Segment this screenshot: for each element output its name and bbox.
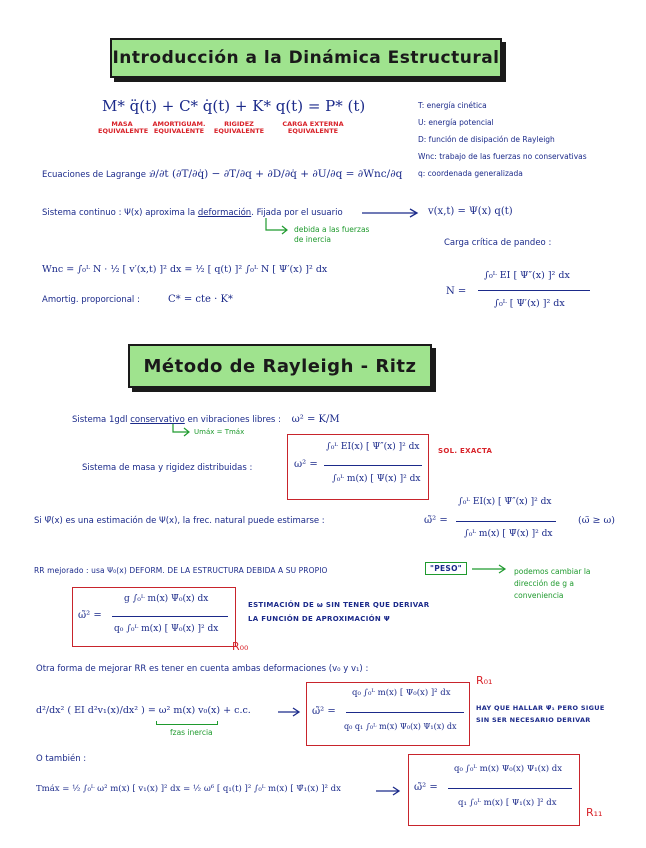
r01-note: HAY QUE HALLAR Ψ̃₁ PERO SIGUE SIN SER NECESARIO DERIVAR (476, 704, 605, 724)
buckling-denominator: ∫₀ᴸ [ Ψ′(x) ]² dx (494, 298, 565, 309)
r11-lhs: ω̃² = (414, 782, 438, 793)
r00-note: ESTIMACIÓN DE ω SIN TENER QUE DERIVAR LA FUNCIÓN DE APROXIMACIÓN Ψ (248, 601, 430, 623)
beam-differential-equation: d²/dx² ( EI d²v₁(x)/dx² ) = ω² m(x) v₀(x) + c.c. (36, 705, 251, 716)
continuous-system-text: Sistema continuo : Ψ(x) aproxima la deformación. Fijada por el usuario (42, 208, 343, 218)
estimate-inequality: (ω̃ ≥ ω) (578, 515, 615, 526)
tmax-equation: Tmáx = ½ ∫₀ᴸ ω² m(x) [ v₁(x) ]² dx = ½ ω⁶ [ q₁(t) ]² ∫₀ᴸ m(x) [ Ψ̃₁(x) ]² dx (36, 784, 341, 794)
r00-numerator: g ∫₀ᴸ m(x) Ψ̃₀(x) dx (124, 594, 209, 604)
energy-legend (418, 97, 587, 182)
r11-fraction-bar (448, 788, 572, 789)
intro-title: Introducción a la Dinámica Estructural (112, 48, 500, 68)
r01-lhs: ω̃² = (312, 706, 336, 717)
r00-lhs: ω̃² = (78, 610, 102, 621)
buckling-lhs: N = (446, 286, 467, 297)
inertia-arrow (262, 218, 292, 236)
r11-tag: R₁₁ (586, 806, 603, 819)
also-label: O también : (36, 754, 87, 764)
omega-lhs: ω² = (294, 459, 318, 470)
legend-item: T: energía cinética (418, 101, 487, 110)
intro-title-banner (110, 38, 502, 78)
inertia-note: debida a las fuerzas de inercia (294, 225, 370, 244)
displacement-field: v(x,t) = Ψ(x) q(t) (428, 206, 513, 217)
label-load: CARGA EXTERNA EQUIVALENTE (282, 120, 344, 136)
r11-denominator: q₁ ∫₀ᴸ m(x) [ Ψ₁(x) ]² dx (458, 798, 557, 808)
lagrange-label: Ecuaciones de Lagrange : (42, 170, 152, 180)
r01-numerator: q₀ ∫₀ᴸ m(x) [ Ψ₀(x) ]² dx (352, 688, 451, 698)
legend-item: q: coordenada generalizada (418, 169, 523, 178)
r00-denominator: q₀ ∫₀ᴸ m(x) [ Ψ₀(x) ]² dx (114, 624, 219, 634)
estimate-label: Si Ψ̃(x) es una estimación de Ψ(x), la frec. natural puede estimarse : (34, 516, 325, 526)
wnc-equation: Wnc = ∫₀ᴸ N · ½ [ v′(x,t) ]² dx = ½ [ q(t) ]² ∫₀ᴸ N [ Ψ′(x) ]² dx (42, 264, 328, 275)
label-stiffness: RIGIDEZ EQUIVALENTE (213, 120, 265, 136)
r11-numerator: q₀ ∫₀ᴸ m(x) Ψ₀(x) Ψ₁(x) dx (454, 764, 563, 774)
arrow-right (360, 207, 422, 219)
r01-denominator: q₀ q₁ ∫₀ᴸ m(x) Ψ₀(x) Ψ₁(x) dx (344, 722, 457, 731)
exact-solution-label: SOL. EXACTA (438, 447, 493, 455)
distributed-label: Sistema de masa y rigidez distribuidas : (82, 463, 253, 473)
legend-item: Wnc: trabajo de las fuerzas no conservativas (418, 152, 587, 161)
arrow-right (374, 785, 404, 797)
estimate-denominator: ∫₀ᴸ m(x) [ Ψ̃(x) ]² dx (464, 529, 553, 539)
arrow-right (276, 706, 304, 718)
damping-label: Amortig. proporcional : (42, 295, 140, 305)
direction-note: podemos cambiar la dirección de g a conveniencia (514, 567, 591, 600)
buckling-label: Carga crítica de pandeo : (444, 238, 552, 248)
lagrange-equation: ∂/∂t (∂T/∂q̇) − ∂T/∂q + ∂D/∂q̇ + ∂U/∂q = ∂Wnc/∂q (150, 168, 403, 180)
fzas-inercia: fzas inercia (170, 728, 213, 737)
peso-box: "PESO" (425, 562, 467, 575)
omega-denominator: ∫₀ᴸ m(x) [ Ψ(x) ]² dx (332, 474, 421, 484)
rayleigh-title-banner (128, 344, 432, 388)
improved-rr-text: RR mejorado : usa Ψ₀(x) DEFORM. DE LA ESTRUCTURA DEBIDA A SU PROPIO (34, 566, 328, 575)
estimate-fraction-bar (456, 521, 556, 522)
rayleigh-title: Método de Rayleigh - Ritz (143, 355, 417, 377)
motion-equation: M* q̈(t) + C* q̇(t) + K* q(t) = P* (t) (102, 97, 366, 115)
legend-item: U: energía potencial (418, 118, 494, 127)
peso-arrow (470, 563, 510, 575)
umax-note: Umáx = Tmáx (194, 428, 245, 436)
label-damping: AMORTIGUAM. EQUIVALENTE (152, 120, 206, 136)
label-mass: MASA EQUIVALENTE (98, 120, 149, 136)
umax-arrow (170, 424, 192, 438)
r00-tag: R₀₀ (232, 640, 249, 653)
omega-fraction-bar (324, 465, 422, 466)
other-form-text: Otra forma de mejorar RR es tener en cuenta ambas deformaciones (v₀ y v₁) : (36, 664, 369, 674)
omega-numerator: ∫₀ᴸ EI(x) [ Ψ″(x) ]² dx (326, 442, 420, 452)
estimate-numerator: ∫₀ᴸ EI(x) [ Ψ̃″(x) ]² dx (458, 497, 552, 507)
buckling-numerator: ∫₀ᴸ EI [ Ψ″(x) ]² dx (484, 270, 570, 281)
r00-fraction-bar (112, 616, 228, 617)
inertia-brace (156, 721, 218, 725)
legend-item: D: función de disipación de Rayleigh (418, 135, 555, 144)
estimate-lhs: ω̃² = (424, 515, 448, 526)
damping-equation: C* = cte · K* (168, 294, 233, 305)
buckling-fraction-bar (478, 290, 590, 291)
sdof-text: Sistema 1gdl conservativo en vibraciones libres : ω² = K/M (72, 414, 340, 425)
r01-tag: R₀₁ (476, 674, 493, 687)
r01-fraction-bar (346, 712, 464, 713)
